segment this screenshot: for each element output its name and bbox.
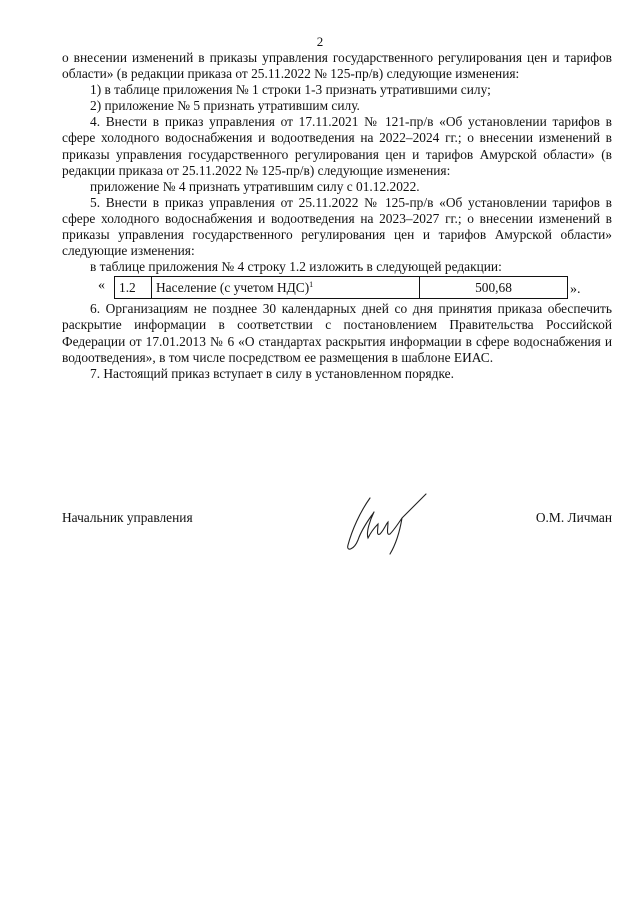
paragraph: 6. Организациям не позднее 30 календарных дней со дня принятия приказа обеспечить раскрытие информации в соответствии с постановлением Правительства Российской Федерации от 17.01.2013 № 6 «О стандартах раскрытия информации в сфере водоснабжения и водоотведения», в том числе посредством ее размещения в шаблоне ЕИАС. bbox=[62, 301, 612, 365]
paragraph: 7. Настоящий приказ вступает в силу в установленном порядке. bbox=[90, 365, 454, 381]
paragraphs-after-table bbox=[62, 301, 612, 381]
table-row bbox=[115, 277, 568, 299]
paragraph: 4. Внести в приказ управления от 17.11.2021 № 121-пр/в «Об установлении тарифов в сфере холодного водоснабжения и водоотведения на 2022–2024 гг.; о внесении изменений в приказы управления государственного регулирования цен и тарифов Амурской области» (в редакции приказа от 25.11.2022 № 125-пр/в) следующие изменения: bbox=[62, 114, 612, 178]
paragraph: о внесении изменений в приказы управления государственного регулирования цен и тарифов области» (в редакции приказа от 25.11.2022 № 125-пр/в) следующие изменения: bbox=[62, 50, 612, 82]
signatory-title: Начальник управления bbox=[62, 510, 193, 525]
opening-quote: « bbox=[98, 278, 105, 294]
paragraph: в таблице приложения № 4 строку 1.2 изложить в следующей редакции: bbox=[90, 259, 502, 275]
page-number: 2 bbox=[316, 34, 324, 49]
closing-quote: ». bbox=[570, 282, 581, 298]
handwritten-signature bbox=[340, 490, 430, 560]
signatory-name: О.М. Личман bbox=[535, 510, 612, 525]
row-name-text: Население (с учетом НДС) bbox=[156, 279, 310, 295]
paragraphs-before-table bbox=[62, 50, 612, 275]
replacement-table-block bbox=[62, 276, 612, 301]
footnote-mark: 1 bbox=[309, 279, 314, 289]
paragraph: 1) в таблице приложения № 1 строки 1-3 признать утратившими силу; bbox=[90, 82, 491, 98]
signature-block bbox=[62, 510, 612, 570]
row-value-cell: 500,68 bbox=[420, 277, 568, 299]
replacement-table bbox=[114, 276, 568, 299]
paragraph: 2) приложение № 5 признать утратившим силу. bbox=[90, 98, 360, 114]
row-number-cell: 1.2 bbox=[115, 277, 152, 299]
document-body bbox=[62, 50, 612, 382]
paragraph: приложение № 4 признать утратившим силу с 01.12.2022. bbox=[90, 178, 420, 194]
paragraph: 5. Внести в приказ управления от 25.11.2022 № 125-пр/в «Об установлении тарифов в сфере холодного водоснабжения и водоотведения на 2023–2027 гг.; о внесении изменений в приказы управления государственного регулирования цен и тарифов Амурской области» следующие изменения: bbox=[62, 194, 612, 259]
row-name-cell bbox=[152, 277, 420, 299]
